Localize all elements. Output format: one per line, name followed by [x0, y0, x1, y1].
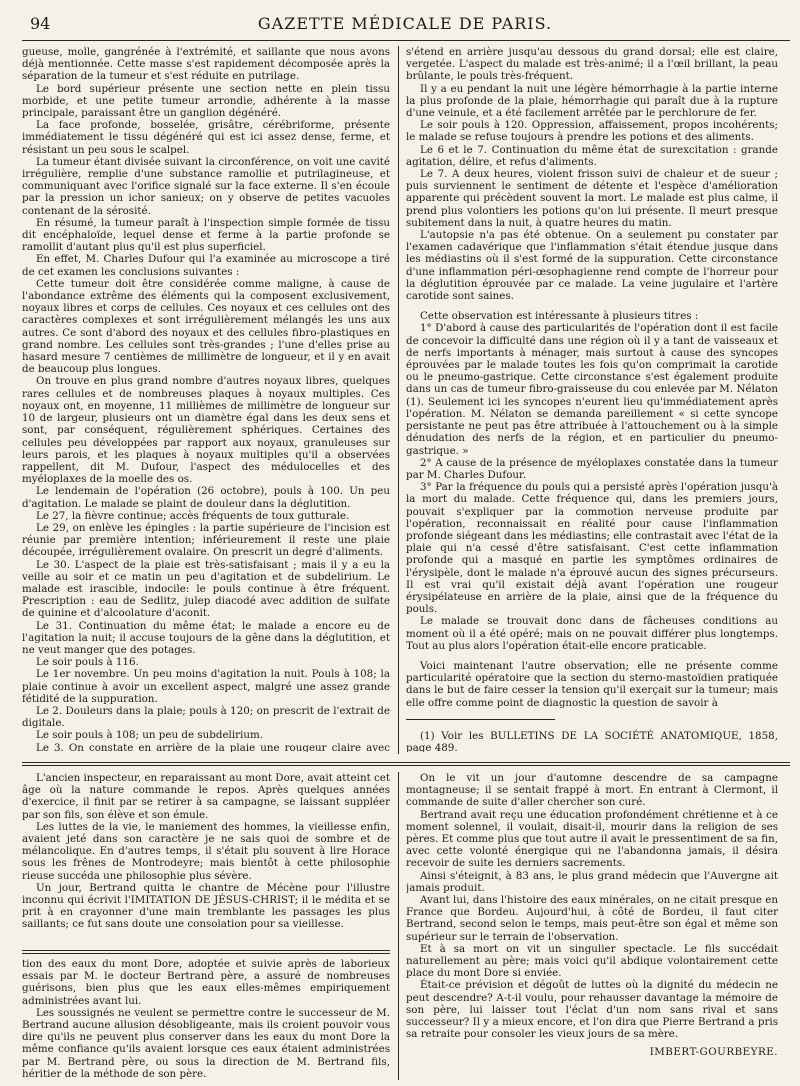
paragraph: L'autopsie n'a pas été obtenue. On a seulement pu constater par l'examen cadavérique que l'inflammation s'était étendue jusque dans les médiastins où il s'est formé de la suppuration. Cette circonstance d'une inflammation péri-œsophagienne rend compte de l'horreur pour la déglutition éprouvée par ce malade. La veine jugulaire et l'artère carotide sont saines. [406, 229, 778, 303]
paragraph: En effet, M. Charles Dufour qui l'a examinée au microscope a tiré de cet examen les conclusions suivantes : [22, 253, 390, 278]
paragraph: Le 31. Continuation du même état; le malade a encore eu de l'agitation la nuit; il accuse toujours de la gêne dans la déglutition, et ne veut manger que des potages. [22, 619, 390, 656]
paragraph: Le 6 et le 7. Continuation du même état de surexcitation : grande agitation, délire, et refus d'aliments. [406, 143, 778, 168]
feuilleton-rule [22, 765, 790, 766]
footnote: (1) Voir les BULLETINS DE LA SOCIÉTÉ ANATOMIQUE, 1858, page 489. [406, 729, 778, 752]
header-rule [22, 40, 790, 41]
paragraph: 3° Par la fréquence du pouls qui a persisté après l'opération jusqu'à la mort du malade. Cette fréquence qui, dans les premiers jours, pouvait s'expliquer par la commotion nerveuse produite par l'opération, reconnaissait en réalité pour cause l'inflammation profonde siégeant dans les médiastins; elle contrastait avec l'état de la plaie qui n'a cessé d'être satisfaisant. C'est cette inflammation profonde qui a masqué en partie les symptômes ordinaires de l'érysipèle, dont le malade n'a éprouvé aucun des signes précurseurs. Il est vrai qu'il existait déjà avant l'opération une rougeur érysipélateuse en arrière de la plaie, ainsi que de la fréquence du pouls. [406, 481, 778, 616]
paragraph: Le bord supérieur présente une section nette en plein tissu morbide, et une petite tumeur arrondie, adhérente à la masse principale, paraissant être un ganglion dégénéré. [22, 82, 390, 120]
column-rule [398, 772, 399, 1080]
paragraph: La face profonde, bosselée, grisâtre, cérébriforme, présente immédiatement le tissu dégénéré qui est ici assez dense, ferme, et résistant un peu sous le scalpel. [22, 119, 390, 156]
paragraph: Le soir pouls à 120. Oppression, affaissement, propos incohérents; le malade se refuse toujours à prendre les potions et des aliments. [406, 119, 778, 144]
paragraph: La tumeur étant divisée suivant la circonférence, on voit une cavité irrégulière, remplie d'une substance ramollie et putrilagineuse, et communiquant avec l'orifice signalé sur la face externe. Il s'en écoule par la pression un ichor sanieux; on y observe de petites vacuoles contenant de la sérosité. [22, 155, 390, 217]
feuilleton-left-column-lower [22, 958, 390, 1080]
paragraph: Était-ce prévision et dégoût de luttes où la dignité du médecin ne peut descendre? A-t-il voulu, pour rehausser davantage la mémoire de son père, lui laisser tout l'éclat d'un nom sans rival et sans successeur? Il y a mieux encore, et l'on dira que Pierre Bertrand a pris sa retraite pour consoler les vieux jours de sa mère. [406, 979, 778, 1041]
paragraph: Le 30. L'aspect de la plaie est très-satisfaisant ; mais il y a eu la veille au soir et ce matin un peu d'agitation et de subdelirium. Le malade est irascible, indocile: le pouls continue à être fréquent. Prescription : eau de Sedlitz, julep diacodé avec addition de sulfate de quinine et d'alcoolature d'aconit. [22, 558, 390, 620]
paragraph: gueuse, molle, gangrénée à l'extrémité, et saillante que nous avons déjà mentionnée. Cette masse s'est rapidement décomposée après la séparation de la tumeur et s'est réduite en putrilage. [22, 46, 390, 83]
paragraph: Le soir pouls à 108; un peu de subdelirium. [36, 729, 264, 742]
top-left-column [22, 46, 390, 752]
paragraph: Les soussignés ne veulent se permettre contre le successeur de M. Bertrand aucune allusion désobligeante, mais ils croient pouvoir vous dire qu'ils ne peuvent plus conserver dans les eaux du mont Dore la même confiance qu'ils avaient lorsque ces eaux étaient administrées par M. Bertrand père, ou sous la direction de M. Bertrand fils, héritier de la méthode de son père. [22, 1006, 390, 1080]
paragraph: s'étend en arrière jusqu'au dessous du grand dorsal; elle est claire, vergetée. L'aspect du malade est très-animé; il a l'œil brillant, la peau brûlante, le pouls très-fréquent. [406, 46, 778, 83]
paragraph: tion des eaux du mont Dore, adoptée et suivie après de laborieux essais par M. le docteur Bertrand père, a assuré de nombreuses guérisons, bien plus que les eaux elles-mêmes empiriquement administrées avant lui. [22, 958, 390, 1007]
paragraph: Le 27, la fièvre continue; accès fréquents de toux gutturale. [36, 509, 350, 522]
paragraph: Le malade se trouvait donc dans de fâcheuses conditions au moment où il a été opéré; mais on ne pouvait différer plus longtemps. Tout au plus alors l'opération était-elle encore praticable. [406, 615, 778, 652]
feuilleton-right-column [406, 772, 778, 1080]
paragraph: Cette tumeur doit être considérée comme maligne, à cause de l'abondance extrême des éléments qui la composent exclusivement, noyaux libres et corps de cellules. Ces noyaux et ces cellules ont des caractères complexes et sont irrégulièrement mélangés les uns aux autres. Ce sont d'abord des noyaux et des cellules fibro-plastiques en grand nombre. Les cellules sont très-grandes ; l'une d'elles prise au hasard mesure 7 centièmes de millimètre de longueur, et il y en avait de beaucoup plus longues. [22, 277, 390, 376]
paragraph: Il y a eu pendant la nuit une légère hémorrhagie à la partie interne la plus profonde de la plaie, hémorrhagie qui paraît due à la rupture d'une veinule, et a été facilement arrêtée par le perchlorure de fer. [406, 82, 778, 120]
paragraph: Le 3. On constate en arrière de la plaie une rougeur claire avec [36, 741, 390, 752]
paragraph: Avant lui, dans l'histoire des eaux minérales, on ne citait presque en France que Bordeu. Aujourd'hui, à côté de Bordeu, il faut citer Bertrand, second selon le temps, mais peut-être son égal et même son supérieur sur le terrain de l'observation. [406, 894, 778, 943]
paragraph: 1° D'abord à cause des particularités de l'opération dont il est facile de concevoir la difficulté dans une région où il y a tant de vaisseaux et de nerfs importants à ménager, mais surtout à cause des syncopes éprouvées par le malade toutes les fois qu'on comprimait la carotide ou le pneumo-gastrique. Cette circonstance s'est également produite dans un cas de tumeur fibro-graisseuse du cou enlevée par M. Nélaton (1). Seulement ici les syncopes n'eurent lieu qu'immédiatement après l'opération. M. Nélaton se demanda pareillement « si cette syncope persistante ne peut pas être attribuée à l'attouchement ou à la simple dénudation des nerfs de la région, et en particulier du pneumo-gastrique. » [406, 322, 778, 457]
feuilleton-left-column [22, 772, 390, 938]
feuilleton-rule [22, 762, 790, 763]
paragraph: Ainsi s'éteignit, à 83 ans, le plus grand médecin que l'Auvergne ait jamais produit. [406, 869, 778, 894]
column-rule [398, 46, 399, 754]
paragraph: Voici maintenant l'autre observation; elle ne présente comme particularité opératoire que la section du sterno-mastoïdien pratiquée dans le but de faire cesser la tension qu'il exerçait sur la tumeur; mais elle offre comme point de diagnostic la question de savoir à [406, 659, 778, 709]
paragraph: Un jour, Bertrand quitta le chantre de Mécène pour l'illustre inconnu qui écrivit l'IMITATION DE JÉSUS-CHRIST; il le médita et se prit à en crayonner d'une main tremblante les passages les plus saillants; ce fut sans doute une consolation pour sa vieillesse. [22, 881, 390, 931]
section-rule [22, 950, 390, 951]
paragraph: Bertrand avait reçu une éducation profondément chrétienne et à ce moment solennel, il voulait, disait-il, mourir dans la religion de ses pères. Et comme plus que tout autre il avait le pressentiment de sa fin, avec cette volonté énergique qui ne l'abandonna jamais, il désira recevoir de suite les derniers sacrements. [406, 808, 778, 870]
section-rule [22, 953, 390, 954]
paragraph: On le vit un jour d'automne descendre de sa campagne montagneuse; il se sentait frappé à mort. En entrant à Clermont, il commande de suite d'aller chercher son curé. [406, 772, 778, 809]
paragraph: Les luttes de la vie, le maniement des hommes, la vieillesse enfin, avaient jeté dans son caractère je ne sais quoi de sombre et de mélancolique. En d'autres temps, il s'était plu souvent à lire Horace sous les frênes de Montrodeyre; mais bientôt à cette philosophie rieuse succéda une philosophie plus sévère. [22, 820, 390, 882]
page-number: 94 [30, 14, 51, 33]
top-right-column [406, 46, 778, 752]
paragraph: Et à sa mort on vit un singulier spectacle. Le fils succédait naturellement au père; mais voici qu'il abdique volontairement cette place du mont Dore si enviée. [406, 942, 778, 980]
author-signature: IMBERT-GOURBEYRE. [649, 1046, 778, 1059]
paragraph: Le 1er novembre. Un peu moins d'agitation la nuit. Pouls à 108; la plaie continue à avoir un excellent aspect, malgré une assez grande fétidité de la suppuration. [22, 668, 390, 705]
paragraph: Le lendemain de l'opération (26 octobre), pouls à 100. Un peu d'agitation. Le malade se plaint de douleur dans la déglutition. [22, 485, 390, 510]
paragraph: On trouve en plus grand nombre d'autres noyaux libres, quelques rares cellules et de nombreuses plaques à noyaux multiples. Ces noyaux ont, en moyenne, 11 millièmes de millimètre de longueur sur 10 de largeur, plusieurs ont un diamètre égal dans les deux sens et sont, par conséquent, régulièrement sphériques. Certaines des cellules peu développées par rapport aux noyaux, granuleuses sur leurs parois, et les plaques à noyaux multiples qu'il a observées rappellent, dit M. Dufour, l'aspect des médulocelles et des myéloplaxes de la moelle des os. [22, 375, 390, 486]
paragraph: L'ancien inspecteur, en reparaissant au mont Dore, avait atteint cet âge où la nature commande le repos. Après quelques années d'exercice, il finit par se retirer à sa campagne, se laissant suppléer par son fils, son élève et son émule. [22, 772, 390, 821]
footnote-rule [406, 719, 555, 720]
paragraph: Le 29, on enlève les épingles : la partie supérieure de l'incision est réunie par première intention; inférieurement il reste une plaie découpée, irrégulièrement ovalaire. On prescrit un degré d'aliments. [22, 521, 390, 559]
paragraph: Le soir pouls à 116. [36, 656, 139, 669]
paragraph: Cette observation est intéressante à plusieurs titres : [420, 310, 699, 323]
journal-title: GAZETTE MÉDICALE DE PARIS. [257, 14, 553, 33]
page-header [30, 12, 780, 36]
paragraph: 2° A cause de la présence de myéloplaxes constatée dans la tumeur par M. Charles Dufour. [406, 456, 778, 481]
paragraph: Le 2. Douleurs dans la plaie; pouls à 120; on prescrit de l'extrait de digitale. [22, 704, 390, 730]
paragraph: En résumé, la tumeur paraît à l'inspection simple formée de tissu dit encéphaloïde, lequel dense et ferme à la partie profonde se ramollit d'autant plus qu'il est plus superficiel. [22, 216, 390, 254]
paragraph: Le 7. A deux heures, violent frisson suivi de chaleur et de sueur ; puis surviennent le sentiment de détente et l'espèce d'amélioration apparente qui précèdent souvent la mort. Le malade est plus calme, il prend plus volontiers les potions qu'on lui présente. Il meurt presque subitement dans la nuit, à quatre heures du matin. [406, 168, 778, 229]
